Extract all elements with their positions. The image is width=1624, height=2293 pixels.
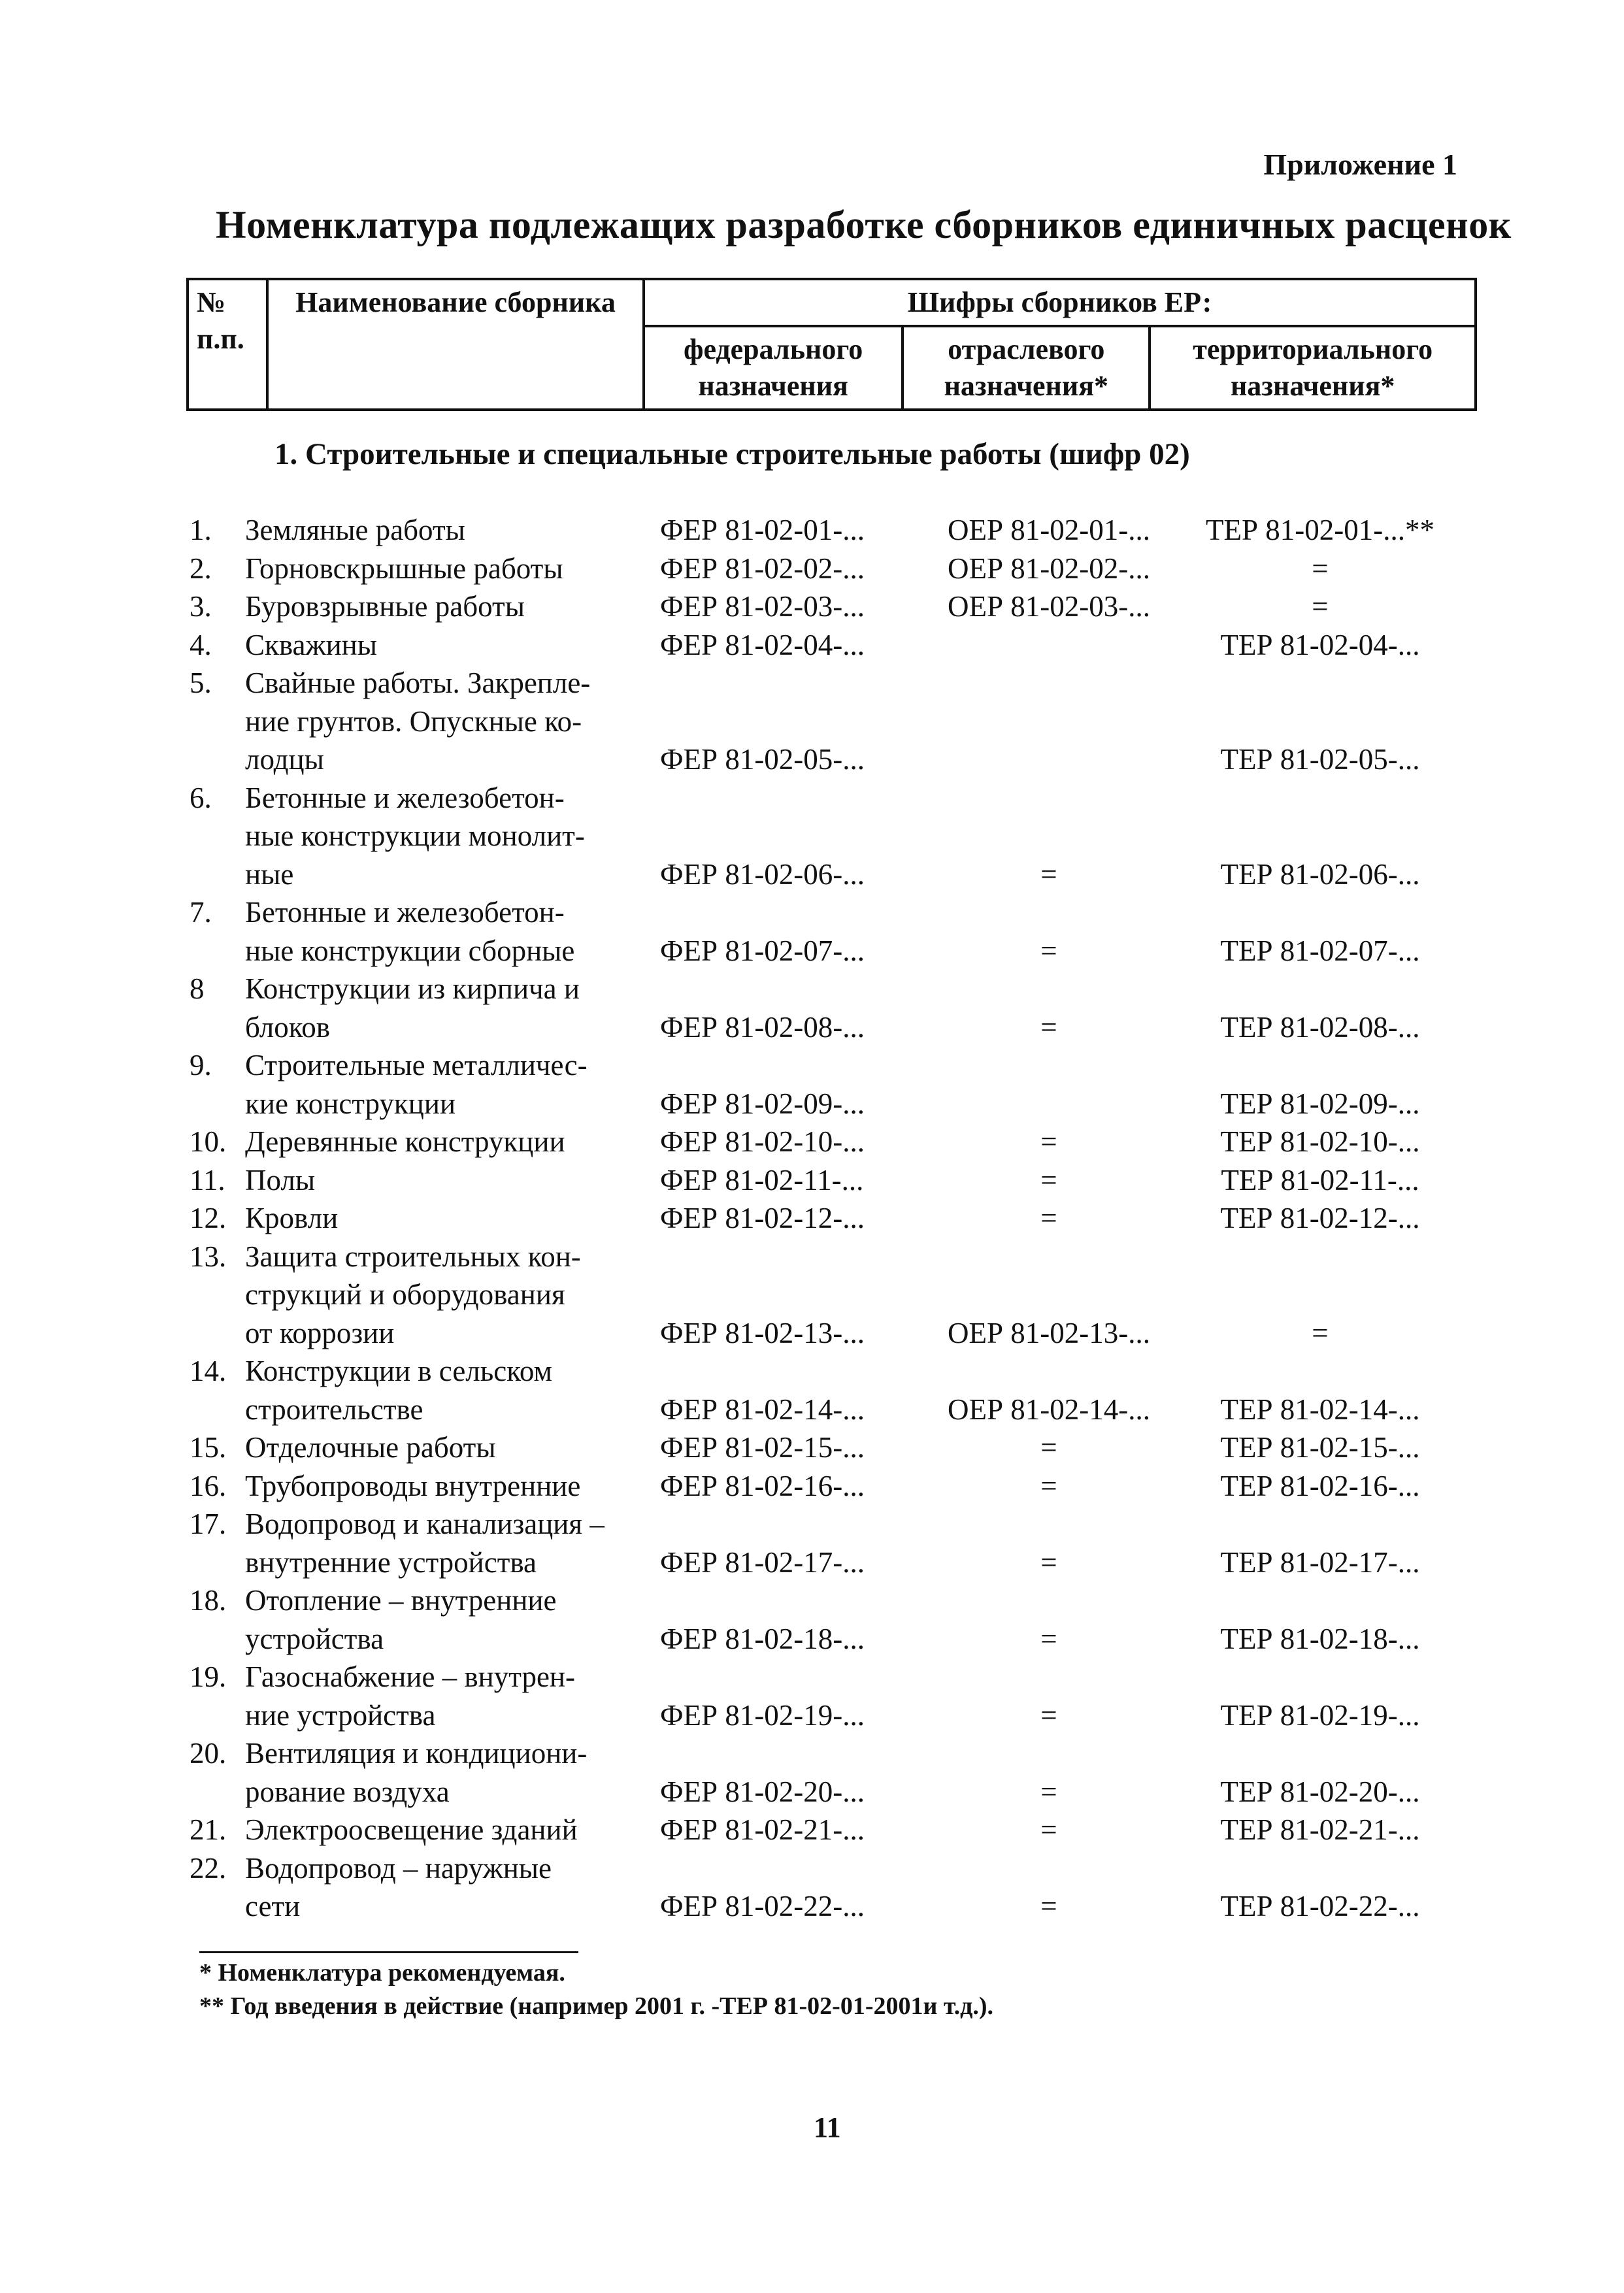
header-table (186, 278, 1477, 411)
item-number: 22. (190, 1851, 227, 1885)
federal-code: ФЕР 81-02-12-... (660, 1202, 865, 1234)
header-name: Наименование сборника (267, 279, 644, 410)
territorial-code: ТЕР 81-02-15-... (1220, 1431, 1420, 1464)
federal-code: ФЕР 81-02-14-... (660, 1393, 865, 1426)
header-branch: отраслевого назначения* (903, 326, 1150, 410)
section-title: 1. Строительные и специальные строительные работы (шифр 02) (274, 437, 1190, 471)
branch-code: = (1040, 1698, 1057, 1732)
item-name: Конструкции в сельском строительстве (245, 1355, 552, 1426)
list-item (190, 1123, 1483, 1161)
territorial-code: ТЕР 81-02-16-... (1220, 1469, 1420, 1502)
item-name: Вентиляция и кондициони- рование воздуха (245, 1737, 588, 1808)
item-number: 5. (190, 667, 212, 699)
item-number: 10. (190, 1125, 227, 1158)
territorial-code: ТЕР 81-02-11-... (1221, 1163, 1419, 1196)
item-number: 1. (190, 514, 212, 546)
appendix-label: Приложение 1 (1263, 148, 1457, 181)
territorial-code: ТЕР 81-02-21-... (1220, 1813, 1420, 1846)
federal-code: ФЕР 81-02-21-... (660, 1813, 865, 1846)
item-number: 3. (190, 590, 212, 623)
item-name: Защита строительных кон- струкций и оборудования от коррозии (245, 1240, 581, 1349)
item-number: 19. (190, 1660, 227, 1693)
item-name: Бетонные и железобетон- ные конструкции монолит- ные (245, 781, 585, 891)
branch-code: = (1040, 1545, 1057, 1579)
list-item (190, 779, 1483, 894)
territorial-code: = (1312, 552, 1329, 585)
federal-code: ФЕР 81-02-06-... (660, 857, 865, 891)
federal-code: ФЕР 81-02-13-... (660, 1316, 865, 1349)
item-name: Электроосвещение зданий (245, 1813, 578, 1846)
header-num: № п.п. (188, 279, 267, 410)
territorial-code: ТЕР 81-02-22-... (1220, 1890, 1420, 1922)
item-name: Горновскрышные работы (245, 552, 563, 585)
item-number: 9. (190, 1049, 212, 1081)
territorial-code: ТЕР 81-02-04-... (1220, 628, 1420, 661)
branch-code: = (1040, 1813, 1057, 1846)
list-item (190, 550, 1483, 588)
territorial-code: ТЕР 81-02-19-... (1220, 1698, 1420, 1732)
list-item (190, 1046, 1483, 1123)
federal-code: ФЕР 81-02-01-... (660, 514, 865, 546)
header-territorial: территориального назначения* (1150, 326, 1476, 410)
branch-code: = (1040, 857, 1057, 891)
branch-code: = (1040, 1202, 1057, 1234)
branch-code: = (1040, 934, 1057, 967)
branch-code: ОЕР 81-02-14-... (948, 1393, 1150, 1426)
page-title: Номенклатура подлежащих разработке сборников единичных расценок (216, 203, 1512, 246)
branch-code: = (1040, 1010, 1057, 1044)
item-name: Конструкции из кирпича и блоков (245, 972, 580, 1044)
item-name: Газоснабжение – внутрен- ние устройства (245, 1660, 575, 1732)
federal-code: ФЕР 81-02-22-... (660, 1890, 865, 1922)
federal-code: ФЕР 81-02-07-... (660, 934, 865, 967)
territorial-code: = (1312, 1316, 1329, 1349)
item-number: 11. (190, 1163, 225, 1196)
list-item (190, 1581, 1483, 1658)
list-item (190, 1161, 1483, 1200)
item-number: 14. (190, 1355, 227, 1387)
federal-code: ФЕР 81-02-17-... (660, 1545, 865, 1579)
territorial-code: ТЕР 81-02-05-... (1220, 743, 1420, 776)
territorial-code: ТЕР 81-02-06-... (1220, 857, 1420, 891)
list-item (190, 1352, 1483, 1428)
item-name: Отделочные работы (245, 1431, 496, 1464)
list-item (190, 587, 1483, 626)
branch-code: = (1040, 1775, 1057, 1808)
item-number: 7. (190, 896, 212, 929)
branch-code: ОЕР 81-02-01-... (948, 514, 1150, 546)
header-federal: федерального назначения (644, 326, 903, 410)
item-number: 12. (190, 1202, 227, 1234)
federal-code: ФЕР 81-02-04-... (660, 628, 865, 661)
federal-code: ФЕР 81-02-09-... (660, 1087, 865, 1120)
footnote-2: ** Год введения в действие (например 2001 г. -ТЕР 81-02-01-2001и т.д.). (199, 1992, 994, 2020)
page-number: 11 (814, 2111, 841, 2143)
item-number: 15. (190, 1431, 227, 1464)
branch-code: = (1040, 1890, 1057, 1922)
item-number: 16. (190, 1469, 227, 1502)
federal-code: ФЕР 81-02-18-... (660, 1622, 865, 1655)
list-item (190, 1811, 1483, 1849)
header-codes-group: Шифры сборников ЕР: (644, 279, 1476, 326)
branch-code: ОЕР 81-02-13-... (948, 1316, 1150, 1349)
item-number: 18. (190, 1584, 227, 1617)
item-name: Бетонные и железобетон- ные конструкции сборные (245, 896, 575, 967)
item-number: 21. (190, 1813, 227, 1846)
item-number: 20. (190, 1737, 227, 1770)
federal-code: ФЕР 81-02-02-... (660, 552, 865, 585)
territorial-code: ТЕР 81-02-14-... (1220, 1393, 1420, 1426)
list-item (190, 664, 1483, 779)
list-item (190, 1658, 1483, 1734)
footnote-divider (199, 1951, 578, 1953)
territorial-code: = (1312, 590, 1329, 623)
territorial-code: ТЕР 81-02-12-... (1220, 1202, 1420, 1234)
federal-code: ФЕР 81-02-16-... (660, 1469, 865, 1502)
item-number: 4. (190, 628, 212, 661)
item-name: Скважины (245, 628, 377, 661)
federal-code: ФЕР 81-02-08-... (660, 1010, 865, 1044)
territorial-code: ТЕР 81-02-07-... (1220, 934, 1420, 967)
federal-code: ФЕР 81-02-05-... (660, 743, 865, 776)
territorial-code: ТЕР 81-02-09-... (1220, 1087, 1420, 1120)
list-item (190, 626, 1483, 665)
territorial-code: ТЕР 81-02-18-... (1220, 1622, 1420, 1655)
item-name: Строительные металличес- кие конструкции (245, 1049, 588, 1120)
list-item (190, 1428, 1483, 1467)
branch-code: = (1040, 1469, 1057, 1502)
item-number: 6. (190, 781, 212, 814)
territorial-code: ТЕР 81-02-08-... (1220, 1010, 1420, 1044)
list-item (190, 893, 1483, 970)
footnote-1: * Номенклатура рекомендуемая. (199, 1959, 565, 1987)
branch-code: = (1040, 1622, 1057, 1655)
collections-list (190, 511, 1483, 1926)
item-name: Полы (245, 1163, 316, 1196)
federal-code: ФЕР 81-02-10-... (660, 1125, 865, 1158)
federal-code: ФЕР 81-02-03-... (660, 590, 865, 623)
item-name: Свайные работы. Закрепле- ние грунтов. Опускные ко- лодцы (245, 667, 591, 776)
item-name: Отопление – внутренние устройства (245, 1584, 557, 1655)
list-item (190, 1734, 1483, 1811)
federal-code: ФЕР 81-02-19-... (660, 1698, 865, 1732)
item-name: Кровли (245, 1202, 339, 1234)
item-name: Водопровод и канализация – внутренние устройства (245, 1508, 605, 1579)
list-item (190, 1238, 1483, 1353)
item-number: 13. (190, 1240, 227, 1273)
territorial-code: ТЕР 81-02-17-... (1220, 1545, 1420, 1579)
item-name: Деревянные конструкции (245, 1125, 565, 1158)
list-item (190, 1849, 1483, 1926)
branch-code: ОЕР 81-02-02-... (948, 552, 1150, 585)
item-name: Буровзрывные работы (245, 590, 525, 623)
item-number: 17. (190, 1508, 227, 1540)
federal-code: ФЕР 81-02-20-... (660, 1775, 865, 1808)
list-item (190, 1199, 1483, 1238)
item-number: 8 (190, 972, 205, 1005)
branch-code: = (1040, 1125, 1057, 1158)
branch-code: ОЕР 81-02-03-... (948, 590, 1150, 623)
territorial-code: ТЕР 81-02-20-... (1220, 1775, 1420, 1808)
territorial-code: ТЕР 81-02-01-...** (1206, 514, 1434, 546)
branch-code: = (1040, 1431, 1057, 1464)
branch-code: = (1040, 1163, 1057, 1196)
list-item (190, 511, 1483, 550)
territorial-code: ТЕР 81-02-10-... (1220, 1125, 1420, 1158)
item-number: 2. (190, 552, 212, 585)
item-name: Земляные работы (245, 514, 465, 546)
item-name: Трубопроводы внутренние (245, 1469, 581, 1502)
federal-code: ФЕР 81-02-11-... (660, 1163, 864, 1196)
list-item (190, 1505, 1483, 1581)
list-item (190, 1467, 1483, 1506)
federal-code: ФЕР 81-02-15-... (660, 1431, 865, 1464)
list-item (190, 970, 1483, 1046)
item-name: Водопровод – наружные сети (245, 1851, 552, 1922)
